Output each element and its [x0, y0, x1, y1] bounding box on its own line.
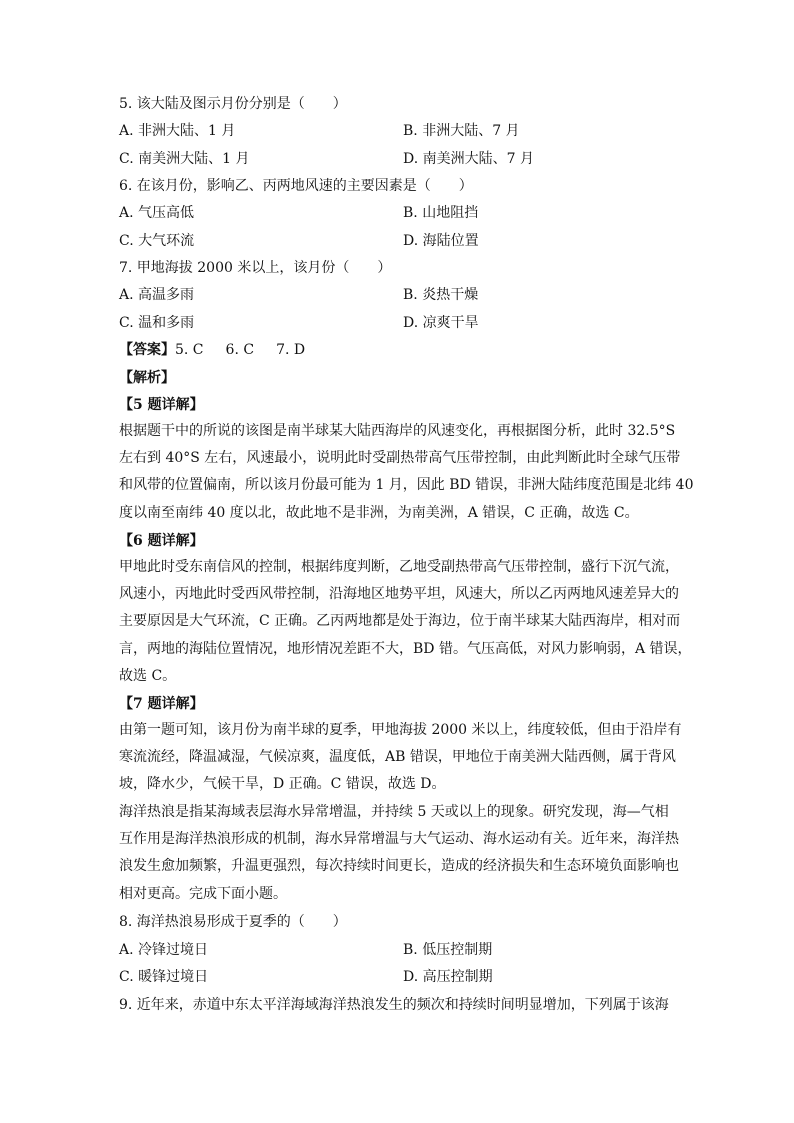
question-7-option-a: A. 高温多雨 [119, 287, 195, 303]
question-7-option-d: D. 凉爽干旱 [403, 315, 479, 331]
detail-6-line: 故选 C。 [119, 667, 177, 684]
question-6-option-d: D. 海陆位置 [403, 233, 479, 249]
detail-5-title: 【5 题详解】 [119, 397, 204, 413]
question-6-option-b: B. 山地阻挡 [403, 205, 479, 221]
question-6-option-c: C. 大气环流 [119, 233, 195, 249]
detail-7-line: 寒流流经，降温减湿，气候凉爽，温度低，AB 错误，甲地位于南美洲大陆西侧，属于背风 [119, 749, 676, 766]
detail-7-line: 由第一题可知，该月份为南半球的夏季，甲地海拔 2000 米以上，纬度较低，但由于沿岸有 [119, 722, 682, 738]
question-8-option-a: A. 冷锋过境日 [119, 942, 209, 958]
detail-5-line: 度以南至南纬 40 度以北，故此地不是非洲，为南美洲，A 错误，C 正确，故选 C。 [119, 504, 639, 521]
passage-line: 浪发生愈加频繁，升温更强烈，每次持续时间更长，造成的经济损失和生态环境负面影响也 [119, 858, 679, 875]
question-8-option-b: B. 低压控制期 [403, 942, 493, 958]
question-5-option-b: B. 非洲大陆、7 月 [403, 123, 520, 139]
detail-7-paragraph [119, 717, 685, 799]
detail-5-line: 和风带的位置偏南，所以该月份最可能为 1 月，因此 BD 错误，非洲大陆纬度范围是北纬 40 [119, 477, 694, 494]
detail-6-line: 甲地此时受东南信风的控制，根据纬度判断，乙地受副热带高气压带控制，盛行下沉气流， [119, 559, 679, 575]
passage-line: 互作用是海洋热浪形成的机制，海水异常增温与大气运动、海水运动有关。近年来，海洋热 [119, 831, 679, 848]
reading-passage [119, 799, 685, 908]
question-7-stem: 7. 甲地海拔 2000 米以上，该月份（ ） [119, 260, 392, 276]
detail-6-line: 风速小，丙地此时受西风带控制，沿海地区地势平坦，风速大，所以乙丙两地风速差异大的 [119, 586, 679, 603]
detail-5-paragraph [119, 418, 694, 527]
answer-label: 【答案】 [119, 342, 175, 358]
question-8-option-c: C. 暖锋过境日 [119, 969, 209, 985]
detail-6-line: 主要原因是大气环流，C 正确。乙丙两地都是处于海边，位于南半球某大陆西海岸，相对而 [119, 613, 681, 630]
answer-5: 5. C [175, 342, 204, 358]
answer-line [119, 340, 305, 360]
question-6-stem: 6. 在该月份，影响乙、丙两地风速的主要因素是（ ） [119, 178, 473, 194]
detail-7-line: 坡，降水少，气候干旱，D 正确。C 错误，故选 D。 [119, 776, 446, 793]
question-5-option-c: C. 南美洲大陆、1 月 [119, 151, 250, 167]
answer-6: 6. C [225, 342, 255, 358]
detail-5-line: 根据题干中的所说的该图是南半球某大陆西海岸的风速变化，再根据图分析，此时 32.5°S [119, 423, 676, 439]
question-6-option-a: A. 气压高低 [119, 205, 195, 221]
detail-5-line: 左右到 40°S 左右，风速最小，说明此时受副热带高气压带控制，由此判断此时全球气压带 [119, 450, 681, 467]
question-7-option-b: B. 炎热干燥 [403, 287, 479, 303]
passage-line: 海洋热浪是指某海域表层海水异常增温，并持续 5 天或以上的现象。研究发现，海—气相 [119, 804, 669, 820]
question-5-option-a: A. 非洲大陆、1 月 [119, 123, 236, 139]
detail-6-paragraph [119, 554, 692, 690]
question-5-option-d: D. 南美洲大陆、7 月 [403, 151, 534, 167]
detail-6-title: 【6 题详解】 [119, 533, 204, 549]
question-8-option-d: D. 高压控制期 [403, 969, 493, 985]
detail-6-line: 言，两地的海陆位置情况，地形情况差距不大，BD 错。气压高低，对风力影响弱，A 错误， [119, 640, 692, 657]
question-7-option-c: C. 温和多雨 [119, 315, 195, 331]
question-8-stem: 8. 海洋热浪易形成于夏季的（ ） [119, 914, 347, 930]
analysis-label: 【解析】 [119, 370, 175, 386]
question-9-stem: 9. 近年来，赤道中东太平洋海域海洋热浪发生的频次和持续时间明显增加，下列属于该海 [119, 997, 669, 1013]
answer-7: 7. D [276, 342, 306, 358]
passage-line: 相对更高。完成下面小题。 [119, 885, 287, 902]
detail-7-title: 【7 题详解】 [119, 696, 204, 712]
question-5-stem: 5. 该大陆及图示月份分别是（ ） [119, 96, 347, 112]
